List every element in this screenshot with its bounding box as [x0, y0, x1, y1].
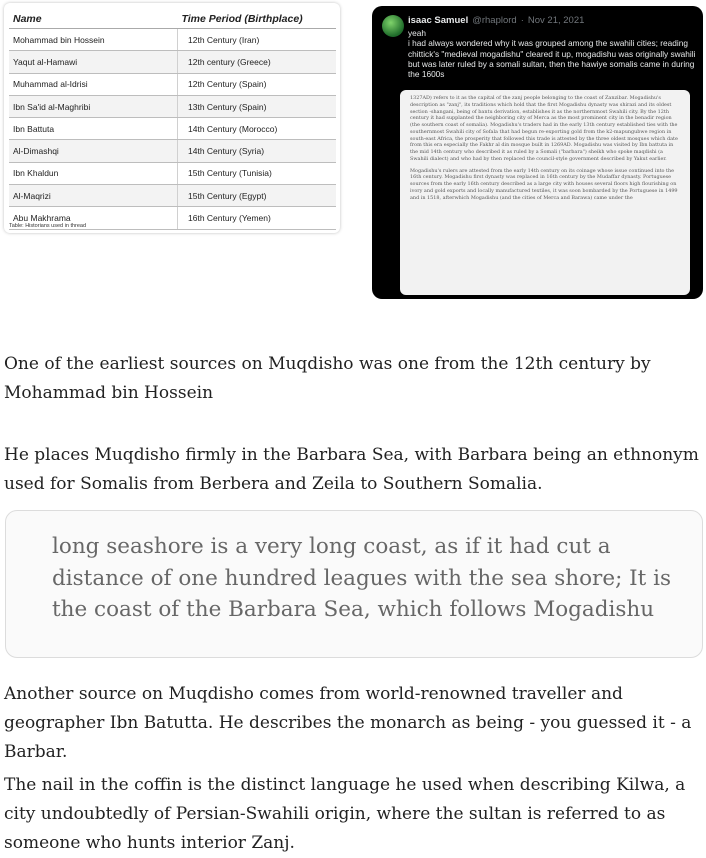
- cell-period: 12th century (Greece): [178, 51, 337, 73]
- historians-table: [9, 9, 336, 230]
- tweet-attached-image[interactable]: [400, 90, 690, 295]
- cell-period: 14th Century (Morocco): [178, 118, 337, 140]
- cell-period: 15th Century (Tunisia): [178, 162, 337, 184]
- quote-block: [5, 510, 703, 658]
- cell-period: 14th Century (Syria): [178, 140, 337, 162]
- tweet-text: yeah i had always wondered why it was grouped among the swahili cities; reading chittick's "medieval mogadishu" cleared it up, mogadishu was originally swahili but was later ruled by a somali sultan, then the hawiye somalis came in during the 1600s: [408, 28, 696, 80]
- table-row: [9, 118, 336, 140]
- body-paragraph: Another source on Muqdisho comes from world-renowned traveller and geographer Ibn Batutta. He describes the monarch as being - you guessed it - a Barbar.: [4, 684, 692, 762]
- column-header-name: Name: [9, 9, 178, 29]
- table-row: [9, 185, 336, 207]
- historians-table-image: [4, 3, 340, 233]
- body-paragraph: He places Muqdisho firmly in the Barbara Sea, with Barbara being an ethnonym used for Somalis from Berbera and Zeila to Southern Somalia.: [4, 445, 699, 494]
- table-caption: Table: Historians used in thread: [9, 223, 87, 229]
- table-header-row: [9, 9, 336, 29]
- table-row: [9, 51, 336, 73]
- cell-name: Muhammad al-Idrisi: [9, 73, 178, 95]
- body-paragraph: One of the earliest sources on Muqdisho was one from the 12th century by Mohammad bin Hossein: [4, 354, 651, 403]
- tweet-handle[interactable]: @rhaplord: [472, 15, 517, 26]
- tweet-header: isaac Samuel @rhaplord · Nov 21, 2021: [408, 15, 585, 26]
- tweet-date[interactable]: Nov 21, 2021: [527, 15, 585, 26]
- table-row: [9, 95, 336, 117]
- tweet-card[interactable]: [372, 6, 703, 299]
- table-row: [9, 140, 336, 162]
- cell-period: 12th Century (Spain): [178, 73, 337, 95]
- tweet-image-paragraph: Mogadishu's rulers are attested from the early 14th century on its coinage whose issue continued into the 16th century. Mogadishu first dynasty was replaced in 16th century by the Mudaffar dynasty. Portuguese sources from the early 16th century described as a large city with houses several floors high flourishing on ivory and gold exports and locally manufactured textiles, it was soon bombarded by the Portuguese in 1499 and in 1518, afterwhich Mogadishu (and the cities of Merca and Barawa) came under the: [410, 167, 678, 201]
- cell-name: Abu Makhrama: [9, 207, 178, 229]
- cell-period: 12th Century (Iran): [178, 29, 337, 51]
- table-row: [9, 162, 336, 184]
- table-row: [9, 29, 336, 51]
- cell-name: Mohammad bin Hossein: [9, 29, 178, 51]
- cell-name: Yaqut al-Hamawi: [9, 51, 178, 73]
- cell-period: 15th Century (Egypt): [178, 185, 337, 207]
- cell-name: Ibn Battuta: [9, 118, 178, 140]
- cell-period: 13th Century (Spain): [178, 95, 337, 117]
- table-row: [9, 73, 336, 95]
- cell-name: Al-Maqrizi: [9, 185, 178, 207]
- tweet-author[interactable]: isaac Samuel: [408, 15, 469, 26]
- column-header-period: Time Period (Birthplace): [178, 9, 337, 29]
- cell-name: Ibn Khaldun: [9, 162, 178, 184]
- cell-period: 16th Century (Yemen): [178, 207, 337, 229]
- tweet-image-paragraph: 1327AD) refers to it as the capital of the zanj people belonging to the coast of Zanzibar. Mogadishu's description as "zanj", its traditions which hold that the first Mogadishu dynasty was shirazi and its oldest section -shangani, being of bantu derivation, establishes it as the northernmost Swahili city. By the 12th century it had supplanted the neighboring city of Merca as the most prominent city in the benadir region (the southern coast of somalia). Mogadishu's traders had in the early 13th century established ties with the southernmost Swahili city of Sofala that had begun re-exporting gold from the k2-mapungubwe region in south-east Africa, the prosperity that followed this trade is attested by the three oldest mosques which date from this era especially the Fakhr al din mosque built in 1269AD. Mogadishu was visited by Ibn battuta in the mid 14th century who described it as ruled by a Somali ("barbara") sheikh who spoke maqdishi (a Swahili dialect) and who had by then replaced the council-style government described by Yakut earlier.: [410, 95, 678, 162]
- cell-name: Al-Dimashqi: [9, 140, 178, 162]
- body-paragraph: The nail in the coffin is the distinct language he used when describing Kilwa, a city undoubtedly of Persian-Swahili origin, where the sultan is referred to as someone who hunts interior Zanj.: [4, 775, 686, 853]
- avatar[interactable]: [382, 15, 404, 37]
- cell-name: Ibn Sa'id al-Maghribi: [9, 95, 178, 117]
- quote-text: long seashore is a very long coast, as if it had cut a distance of one hundred leagues with the sea shore; It is the coast of the Barbara Sea, which follows Mogadishu: [52, 534, 672, 622]
